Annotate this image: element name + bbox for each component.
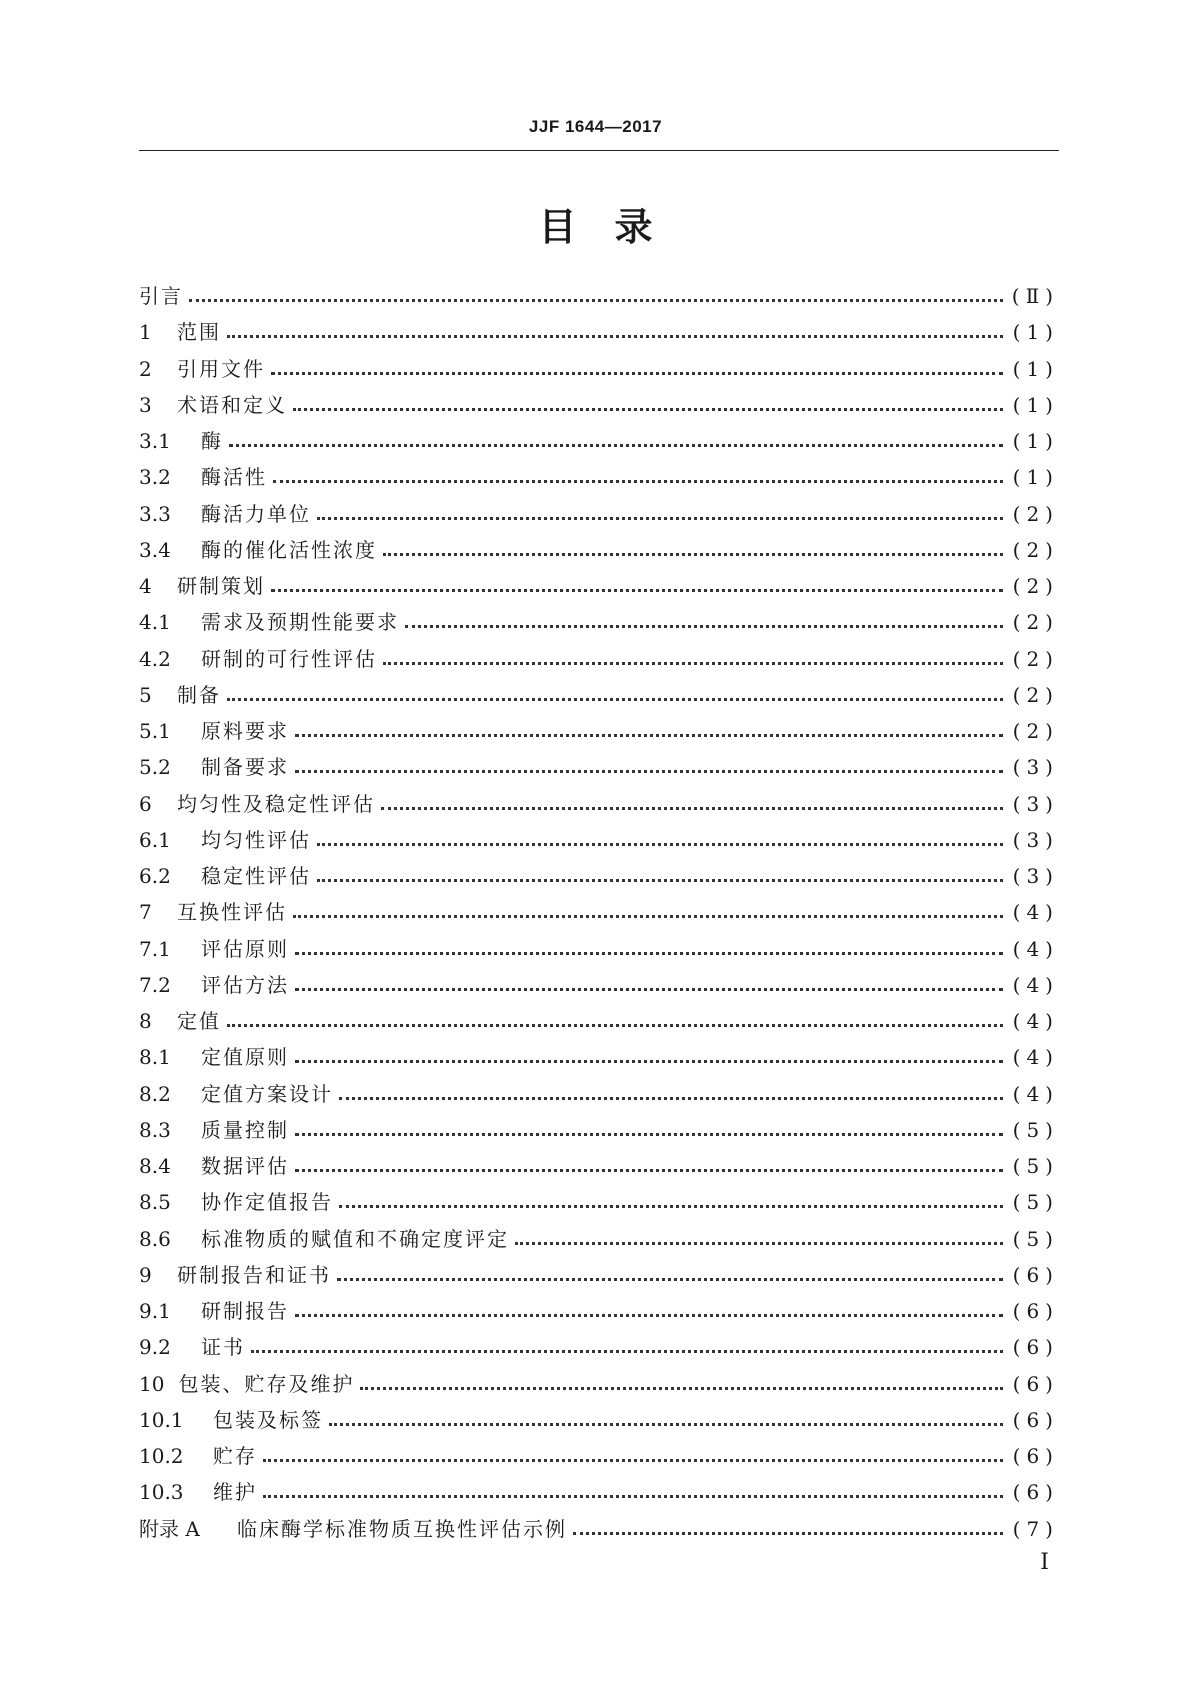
toc-entry-label: 维护 (213, 1480, 257, 1505)
dot-leader (339, 1204, 1003, 1208)
dot-leader (295, 1132, 1003, 1136)
running-header: JJF 1644—2017 (528, 117, 663, 136)
toc-entry-page: (2) (1012, 574, 1059, 598)
toc-entry-label: 标准物质的赋值和不确定度评定 (201, 1226, 509, 1251)
toc-entry-number: 10.2 (139, 1444, 184, 1468)
dot-leader (273, 479, 1003, 483)
toc-entry-number: 5 (139, 682, 152, 707)
dot-leader (573, 1531, 1003, 1535)
toc-entry-page: (5) (1012, 1117, 1059, 1142)
toc-entry-number: 8 (139, 1009, 152, 1033)
dot-leader (317, 842, 1003, 846)
toc-entry-number: 3.4 (139, 537, 171, 562)
toc-entry[interactable] (139, 314, 1059, 350)
toc-entry-label: 酶活力单位 (201, 501, 311, 526)
page-title: 目 录 (538, 205, 653, 249)
dot-leader (271, 588, 1003, 592)
header-rule (139, 150, 1059, 151)
toc-entry[interactable] (139, 459, 1059, 495)
toc-entry[interactable] (139, 496, 1059, 532)
toc-entry-label: 数据评估 (201, 1154, 289, 1178)
toc-entry-number: 3.1 (139, 429, 171, 453)
toc-entry[interactable] (139, 1293, 1059, 1329)
toc-entry-page: (3) (1012, 864, 1059, 888)
toc-entry[interactable] (139, 1148, 1059, 1184)
toc-entry-label: 研制策划 (177, 574, 265, 598)
toc-entry[interactable] (139, 1438, 1059, 1474)
toc-entry-number: 3 (139, 392, 152, 417)
toc-entry-label: 贮存 (213, 1444, 257, 1468)
toc-entry-number: 1 (139, 320, 152, 345)
toc-entry[interactable] (139, 1184, 1059, 1220)
toc-entry[interactable] (139, 1112, 1059, 1148)
toc-entry-page: (4) (1012, 936, 1059, 961)
toc-entry-page: (3) (1012, 827, 1059, 852)
dot-leader (337, 1277, 1003, 1281)
toc-entry-label: 研制报告和证书 (177, 1262, 331, 1287)
dot-leader (295, 769, 1003, 773)
toc-entry-label: 证书 (201, 1335, 245, 1360)
toc-entry-page: (4) (1012, 972, 1059, 997)
toc-entry[interactable] (139, 1402, 1059, 1438)
toc-entry[interactable] (139, 967, 1059, 1003)
toc-entry-page: (2) (1012, 646, 1059, 671)
toc-entry-page: (6) (1012, 1335, 1059, 1360)
table-of-contents (139, 278, 1059, 1547)
toc-entry-number: 3.3 (139, 501, 171, 526)
toc-entry[interactable] (139, 351, 1059, 387)
toc-entry[interactable] (139, 786, 1059, 822)
toc-entry-number: 10.1 (139, 1407, 184, 1432)
toc-entry-label: 制备 (177, 682, 221, 707)
toc-entry-page: (6) (1012, 1407, 1059, 1432)
toc-entry-label: 引用文件 (177, 356, 265, 381)
toc-entry-page: (1) (1012, 392, 1059, 417)
toc-entry-number: 2 (139, 356, 152, 381)
dot-leader (405, 624, 1003, 628)
dot-leader (293, 407, 1003, 411)
toc-entry[interactable] (139, 1329, 1059, 1365)
toc-entry-page: (6) (1012, 1299, 1059, 1323)
dot-leader (383, 661, 1003, 665)
dot-leader (295, 1168, 1003, 1172)
toc-entry[interactable] (139, 713, 1059, 749)
toc-entry[interactable] (139, 641, 1059, 677)
toc-entry[interactable] (139, 532, 1059, 568)
toc-entry-page: (4) (1012, 1009, 1059, 1033)
toc-entry-label: 稳定性评估 (201, 864, 311, 888)
toc-entry-label: 原料要求 (201, 719, 289, 743)
dot-leader (295, 987, 1003, 991)
toc-entry-page: (1) (1012, 465, 1059, 490)
dot-leader (515, 1241, 1003, 1245)
toc-entry-number: 6.2 (139, 864, 171, 888)
toc-entry-label: 酶的催化活性浓度 (201, 537, 377, 562)
dot-leader (295, 1059, 1003, 1063)
toc-entry-page: (Ⅱ) (1011, 284, 1059, 308)
toc-entry-page: (6) (1012, 1371, 1059, 1396)
toc-entry-number: 9.2 (139, 1335, 171, 1360)
dot-leader (329, 1422, 1003, 1426)
toc-entry-number: 8.4 (139, 1154, 171, 1178)
toc-entry-page: (1) (1012, 429, 1059, 453)
toc-entry-page: (2) (1012, 610, 1059, 635)
toc-entry-number: 7 (139, 900, 152, 925)
toc-entry-label: 质量控制 (201, 1117, 289, 1142)
toc-entry[interactable] (139, 278, 1059, 314)
toc-entry-page: (7) (1012, 1516, 1059, 1541)
toc-entry-label: 引言 (139, 284, 183, 308)
toc-entry-page: (6) (1012, 1262, 1059, 1287)
dot-leader (229, 443, 1003, 447)
toc-entry[interactable] (139, 1221, 1059, 1257)
toc-entry-page: (5) (1012, 1154, 1059, 1178)
toc-entry-page: (6) (1012, 1480, 1059, 1505)
toc-entry[interactable] (139, 387, 1059, 423)
dot-leader (360, 1386, 1003, 1390)
toc-entry[interactable] (139, 1257, 1059, 1293)
toc-entry[interactable] (139, 1511, 1059, 1547)
toc-entry-number: 8.6 (139, 1226, 171, 1251)
toc-entry-number: 8.5 (139, 1190, 171, 1215)
toc-entry-label: 定值方案设计 (201, 1081, 333, 1106)
toc-entry-number: 9.1 (139, 1299, 171, 1323)
toc-entry-number: 7.2 (139, 972, 171, 997)
toc-entry[interactable] (139, 822, 1059, 858)
dot-leader (317, 516, 1003, 520)
toc-entry-number: 附录 A (139, 1516, 200, 1541)
toc-entry-label: 临床酶学标准物质互换性评估示例 (237, 1516, 567, 1541)
toc-entry-page: (4) (1012, 900, 1059, 925)
toc-entry-number: 6 (139, 791, 152, 816)
toc-entry-label: 互换性评估 (177, 900, 287, 925)
dot-leader (227, 1023, 1003, 1027)
toc-entry[interactable] (139, 568, 1059, 604)
toc-entry-label: 协作定值报告 (201, 1190, 333, 1215)
toc-entry-number: 5.1 (139, 719, 171, 743)
toc-entry-label: 范围 (177, 320, 221, 345)
toc-entry-label: 定值 (177, 1009, 221, 1033)
toc-entry-number: 4.1 (139, 610, 171, 635)
toc-entry-label: 需求及预期性能要求 (201, 610, 399, 635)
toc-entry-page: (4) (1012, 1045, 1059, 1070)
dot-leader (227, 334, 1003, 338)
toc-entry[interactable] (139, 1474, 1059, 1510)
toc-entry-page: (5) (1012, 1226, 1059, 1251)
dot-leader (251, 1349, 1003, 1353)
toc-entry-page: (3) (1012, 791, 1059, 816)
dot-leader (339, 1096, 1003, 1100)
toc-entry-number: 10 (139, 1371, 165, 1396)
toc-entry-page: (5) (1012, 1190, 1059, 1215)
toc-entry[interactable] (139, 1039, 1059, 1075)
dot-leader (227, 697, 1003, 701)
toc-entry[interactable] (139, 749, 1059, 785)
toc-entry-page: (2) (1012, 537, 1059, 562)
toc-entry-number: 8.3 (139, 1117, 171, 1142)
toc-entry[interactable] (139, 894, 1059, 930)
toc-entry-label: 定值原则 (201, 1045, 289, 1070)
toc-entry-page: (2) (1012, 682, 1059, 707)
toc-entry-label: 均匀性评估 (201, 827, 311, 852)
dot-leader (189, 298, 1003, 302)
toc-entry-label: 研制的可行性评估 (201, 646, 377, 671)
toc-entry[interactable] (139, 1076, 1059, 1112)
toc-entry-number: 8.1 (139, 1045, 171, 1070)
toc-entry-page: (2) (1012, 719, 1059, 743)
toc-entry[interactable] (139, 1366, 1059, 1402)
dot-leader (383, 552, 1003, 556)
dot-leader (293, 914, 1003, 918)
dot-leader (271, 371, 1003, 375)
dot-leader (263, 1494, 1003, 1498)
toc-entry-label: 酶活性 (201, 465, 267, 490)
toc-entry[interactable] (139, 677, 1059, 713)
toc-entry-number: 6.1 (139, 827, 171, 852)
toc-entry-number: 4 (139, 574, 152, 598)
toc-entry-page: (2) (1012, 501, 1059, 526)
toc-entry-label: 酶 (201, 429, 223, 453)
toc-entry-number: 8.2 (139, 1081, 171, 1106)
dot-leader (295, 951, 1003, 955)
toc-entry-page: (4) (1012, 1081, 1059, 1106)
toc-entry-label: 包装、贮存及维护 (178, 1371, 355, 1396)
toc-entry-label: 制备要求 (201, 755, 289, 780)
toc-entry-page: (3) (1012, 755, 1059, 780)
toc-entry-number: 5.2 (139, 755, 171, 780)
toc-entry-page: (1) (1012, 356, 1059, 381)
toc-entry-number: 10.3 (139, 1480, 184, 1505)
toc-entry-number: 7.1 (139, 936, 171, 961)
dot-leader (295, 1313, 1003, 1317)
toc-entry-number: 3.2 (139, 465, 171, 490)
toc-entry[interactable] (139, 423, 1059, 459)
toc-entry-label: 术语和定义 (177, 392, 287, 417)
toc-entry-number: 4.2 (139, 646, 171, 671)
toc-entry[interactable] (139, 931, 1059, 967)
toc-entry[interactable] (139, 1003, 1059, 1039)
toc-entry-label: 均匀性及稳定性评估 (177, 791, 375, 816)
toc-entry-number: 9 (139, 1262, 152, 1287)
page-number: I (1040, 1550, 1049, 1575)
dot-leader (263, 1458, 1003, 1462)
toc-entry-label: 研制报告 (201, 1299, 289, 1323)
toc-entry[interactable] (139, 858, 1059, 894)
toc-entry-page: (6) (1012, 1444, 1059, 1468)
dot-leader (317, 878, 1003, 882)
dot-leader (381, 806, 1003, 810)
toc-entry-label: 包装及标签 (213, 1407, 323, 1432)
dot-leader (295, 733, 1003, 737)
toc-entry-label: 评估原则 (201, 936, 289, 961)
toc-entry-label: 评估方法 (201, 972, 289, 997)
toc-entry[interactable] (139, 604, 1059, 640)
toc-entry-page: (1) (1012, 320, 1059, 345)
